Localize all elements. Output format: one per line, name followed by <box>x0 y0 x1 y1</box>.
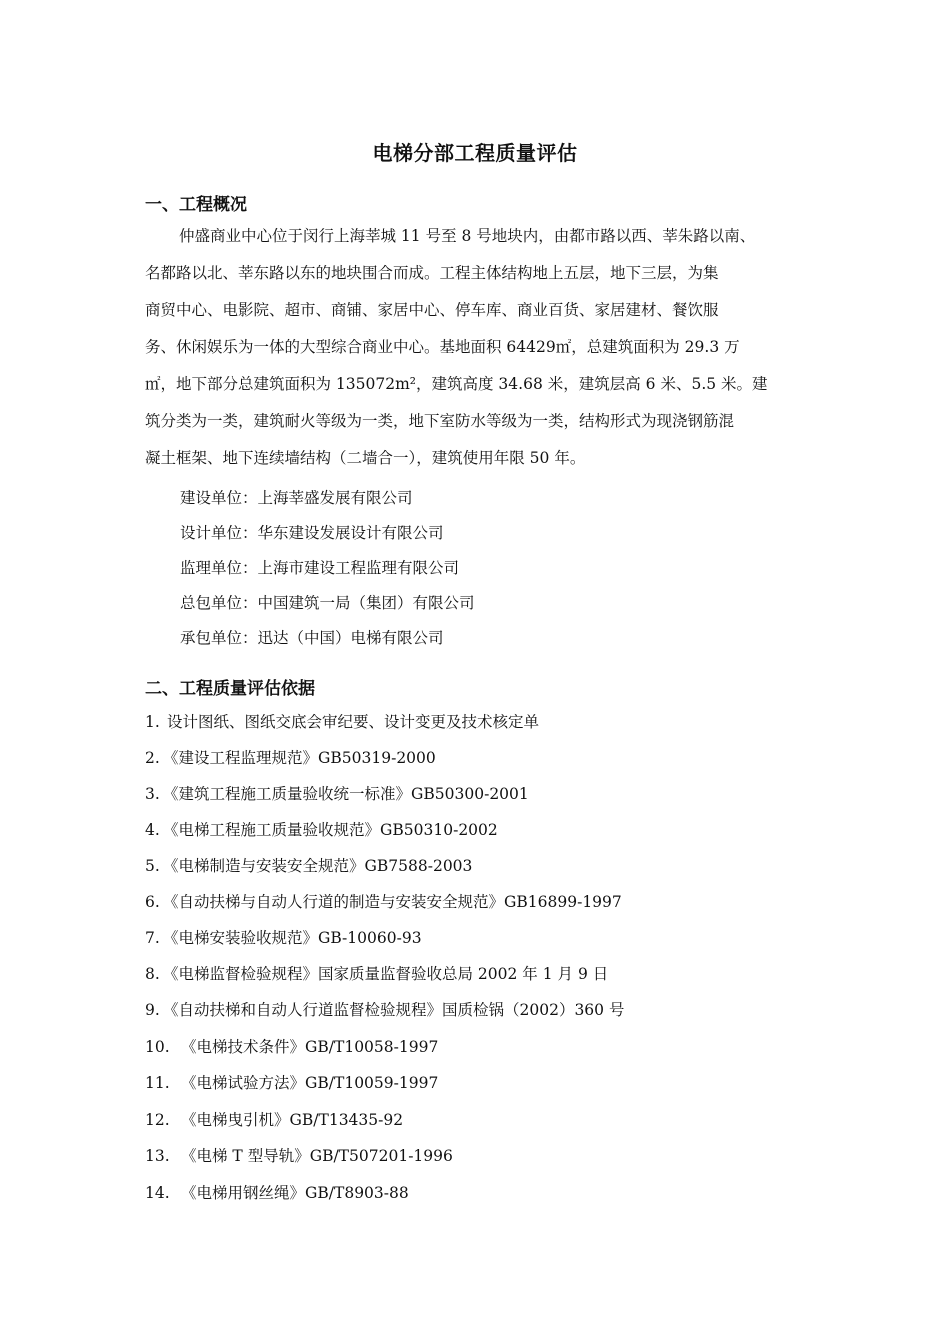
reference-item <box>145 854 472 876</box>
unit-contractor: 承包单位：迅达（中国）电梯有限公司 <box>180 629 444 647</box>
reference-item <box>145 818 498 840</box>
reference-number: 4. <box>145 821 160 839</box>
reference-number: 12. <box>145 1111 170 1129</box>
section-heading-basis: 二、工程质量评估依据 <box>145 679 315 699</box>
reference-text: 《电梯用钢丝绳》GB/T8903-88 <box>181 1184 409 1202</box>
reference-item <box>145 782 529 804</box>
reference-text: 《电梯试验方法》GB/T10059-1997 <box>181 1074 439 1092</box>
reference-number: 13. <box>145 1147 170 1165</box>
reference-item <box>145 890 622 912</box>
reference-number: 14. <box>145 1184 170 1202</box>
reference-text: 《自动扶梯与自动人行道的制造与安装安全规范》GB16899-1997 <box>163 893 622 911</box>
reference-text: 《自动扶梯和自动人行道监督检验规程》国质检锅（2002）360 号 <box>163 1001 625 1019</box>
unit-general-contractor: 总包单位：中国建筑一局（集团）有限公司 <box>180 594 475 612</box>
paragraph-line: 仲盛商业中心位于闵行上海莘城 11 号至 8 号地块内，由都市路以西、莘朱路以南、 <box>179 227 756 245</box>
reference-item <box>145 926 422 948</box>
paragraph-line: 务、休闲娱乐为一体的大型综合商业中心。基地面积 64429㎡，总建筑面积为 29.3 万 <box>145 338 740 356</box>
reference-text: 《电梯工程施工质量验收规范》GB50310-2002 <box>163 821 498 839</box>
reference-item <box>145 1181 409 1203</box>
reference-item <box>145 1035 438 1057</box>
reference-text: 《电梯制造与安装安全规范》GB7588-2003 <box>163 857 473 875</box>
paragraph-line: 筑分类为一类，建筑耐火等级为一类，地下室防水等级为一类，结构形式为现浇钢筋混 <box>145 412 735 430</box>
reference-item <box>145 1144 453 1166</box>
reference-text: 《建筑工程施工质量验收统一标准》GB50300-2001 <box>163 785 529 803</box>
paragraph-line: 凝土框架、地下连续墙结构（二墙合一），建筑使用年限 50 年。 <box>145 449 586 467</box>
reference-number: 3. <box>145 785 160 803</box>
unit-supervision: 监理单位：上海市建设工程监理有限公司 <box>180 559 460 577</box>
reference-item <box>145 710 539 732</box>
reference-number: 2. <box>145 749 160 767</box>
reference-number: 10. <box>145 1038 170 1056</box>
reference-text: 《电梯技术条件》GB/T10058-1997 <box>181 1038 439 1056</box>
reference-text: 《电梯 T 型导轨》GB/T507201-1996 <box>181 1147 453 1165</box>
reference-text: 《电梯曳引机》GB/T13435-92 <box>181 1111 404 1129</box>
reference-item <box>145 998 624 1020</box>
paragraph-line: 名都路以北、莘东路以东的地块围合而成。工程主体结构地上五层，地下三层，为集 <box>145 264 719 282</box>
section-heading-overview: 一、工程概况 <box>145 195 247 215</box>
reference-number: 5. <box>145 857 160 875</box>
reference-item <box>145 1071 438 1093</box>
reference-item <box>145 962 608 984</box>
reference-text: 《建设工程监理规范》GB50319-2000 <box>163 749 436 767</box>
paragraph-line: ㎡，地下部分总建筑面积为 135072m²，建筑高度 34.68 米，建筑层高 6 米、5.5 米。建 <box>145 375 768 393</box>
document-title: 电梯分部工程质量评估 <box>372 141 578 165</box>
reference-item <box>145 1108 403 1130</box>
paragraph-line: 商贸中心、电影院、超市、商铺、家居中心、停车库、商业百货、家居建材、餐饮服 <box>145 301 719 319</box>
reference-number: 11. <box>145 1074 170 1092</box>
reference-number: 9. <box>145 1001 160 1019</box>
reference-number: 7. <box>145 929 160 947</box>
reference-number: 8. <box>145 965 160 983</box>
unit-construction: 建设单位：上海莘盛发展有限公司 <box>180 489 413 507</box>
unit-design: 设计单位：华东建设发展设计有限公司 <box>180 524 444 542</box>
reference-number: 6. <box>145 893 160 911</box>
reference-text: 《电梯安装验收规范》GB-10060-93 <box>163 929 422 947</box>
reference-number: 1. <box>145 713 160 731</box>
reference-item <box>145 746 436 768</box>
reference-text: 设计图纸、图纸交底会审纪要、设计变更及技术核定单 <box>167 713 540 731</box>
overview-paragraph <box>145 218 815 477</box>
reference-text: 《电梯监督检验规程》国家质量监督验收总局 2002 年 1 月 9 日 <box>163 965 609 983</box>
